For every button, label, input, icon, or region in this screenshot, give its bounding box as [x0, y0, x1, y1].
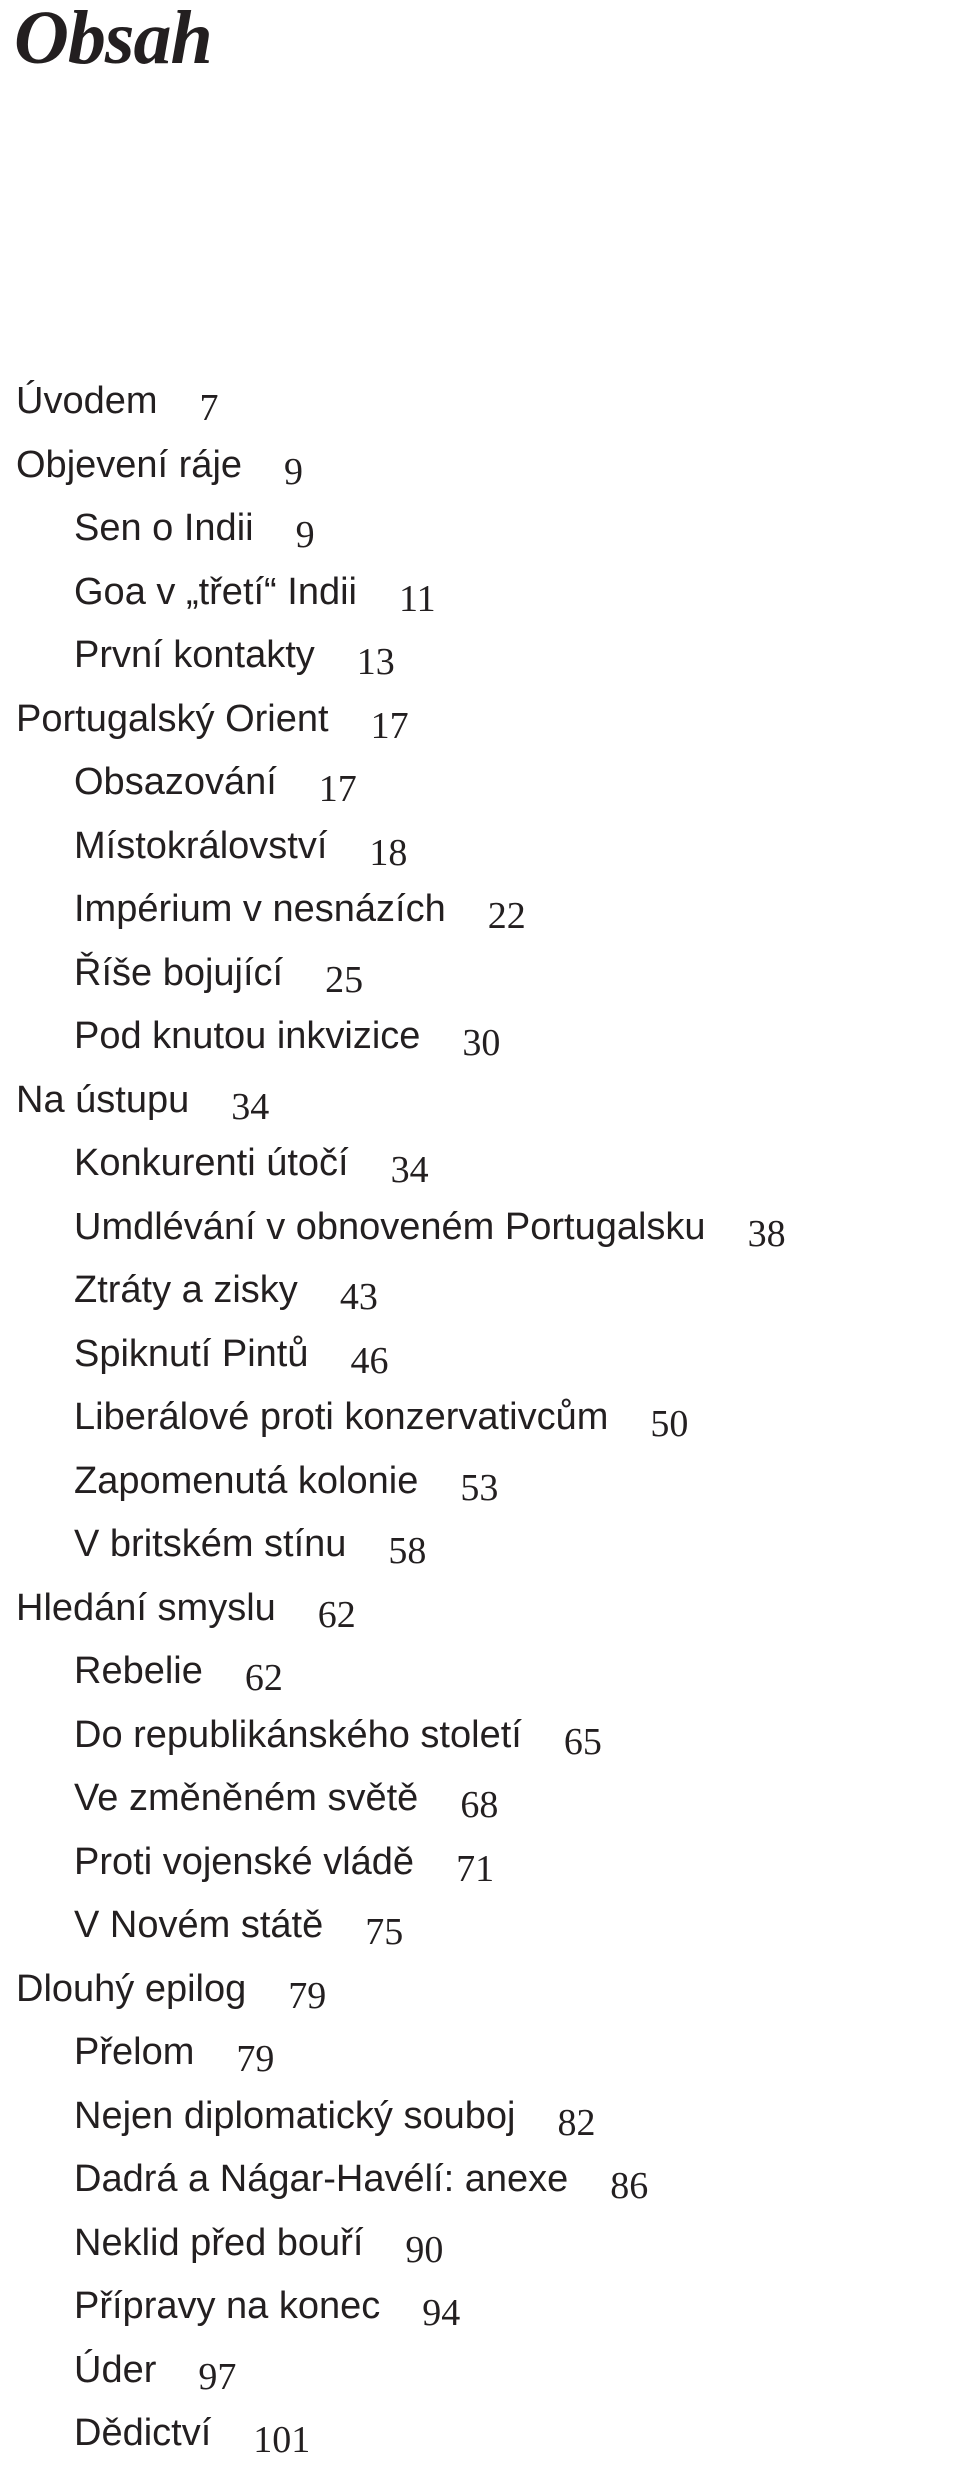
- toc-page-number: 94: [422, 2292, 461, 2334]
- toc-page-number: 38: [747, 1212, 786, 1255]
- toc-entry-label: Nejen diplomatický souboj: [74, 2094, 516, 2137]
- toc-entry-label: Přípravy na konec: [74, 2285, 381, 2327]
- toc-section: [16, 2021, 786, 2085]
- toc-chapter: [16, 434, 786, 498]
- toc-section: [16, 1323, 786, 1387]
- toc-page-number: 46: [350, 1339, 389, 1382]
- toc-page-number: 9: [284, 450, 304, 493]
- toc-section: [16, 878, 786, 942]
- toc-section: [16, 942, 786, 1006]
- toc-section: [16, 1132, 786, 1196]
- toc-section: [16, 1831, 786, 1895]
- toc-section: [16, 561, 786, 625]
- toc-entry-label: Proti vojenské vládě: [74, 1840, 415, 1883]
- toc-entry-label: Ztráty a zisky: [74, 1269, 298, 1311]
- toc-page-number: 97: [198, 2355, 237, 2398]
- toc-entry-label: Pod knutou inkvizice: [74, 1015, 421, 1057]
- toc-section: [16, 497, 786, 561]
- toc-section: [16, 2212, 786, 2276]
- toc-entry-label: Úder: [74, 2348, 157, 2391]
- toc-page-number: 22: [487, 895, 526, 937]
- toc-chapter: [16, 1958, 786, 2022]
- toc-section: [16, 624, 786, 688]
- toc-entry-label: Objevení ráje: [16, 443, 243, 486]
- toc-entry-label: Sen o Indii: [74, 507, 254, 549]
- toc-entry-label: Dědictví: [74, 2412, 212, 2454]
- toc-entry-label: Říše bojující: [74, 951, 284, 994]
- toc-section: [16, 1450, 786, 1514]
- toc-section: [16, 2402, 786, 2466]
- toc-page-number: 7: [199, 387, 219, 429]
- toc-entry-label: V Novém státě: [74, 1904, 324, 1946]
- toc-page-number: 86: [610, 2165, 649, 2207]
- toc-entry-label: Umdlévání v obnoveném Portugalsku: [74, 1205, 706, 1248]
- toc-page-number: 68: [460, 1784, 499, 1826]
- toc-entry-label: Zapomenutá kolonie: [74, 1459, 419, 1502]
- toc-page-number: 65: [563, 1720, 602, 1763]
- toc-section: [16, 2275, 786, 2339]
- toc-section: [16, 1894, 786, 1958]
- toc-page-number: 11: [398, 577, 436, 620]
- toc-chapter: [16, 1069, 786, 1133]
- toc-section: [16, 2085, 786, 2149]
- toc-entry-label: Do republikánského století: [74, 1713, 522, 1756]
- toc-page-number: 90: [405, 2228, 444, 2271]
- toc-section: [16, 2148, 786, 2212]
- table-of-contents: [16, 370, 786, 2466]
- toc-page-number: 34: [231, 1085, 270, 1128]
- toc-page-number: 79: [236, 2038, 275, 2080]
- toc-entry-label: Spiknutí Pintů: [74, 1332, 309, 1375]
- toc-page-number: 13: [356, 641, 395, 683]
- toc-page-number: 25: [325, 958, 364, 1001]
- toc-page-number: 9: [295, 514, 315, 556]
- toc-page-number: 62: [317, 1593, 356, 1636]
- toc-entry-label: Portugalský Orient: [16, 697, 329, 740]
- toc-page-number: 30: [462, 1022, 501, 1064]
- toc-page-number: 62: [244, 1657, 283, 1699]
- toc-chapter: [16, 688, 786, 752]
- toc-section: [16, 1513, 786, 1577]
- toc-page-number: 75: [365, 1911, 404, 1953]
- toc-section: [16, 1005, 786, 1069]
- toc-entry-label: Dlouhý epilog: [16, 1967, 247, 2010]
- toc-page-number: 43: [339, 1276, 378, 1318]
- toc-chapter: [16, 1577, 786, 1641]
- toc-entry-label: Hledání smyslu: [16, 1586, 276, 1629]
- toc-page-number: 18: [369, 831, 408, 874]
- toc-entry-label: Konkurenti útočí: [74, 1142, 349, 1184]
- toc-section: [16, 1196, 786, 1260]
- toc-page-number: 34: [390, 1149, 429, 1191]
- toc-section: [16, 1259, 786, 1323]
- toc-section: [16, 1704, 786, 1768]
- toc-entry-label: Neklid před bouří: [74, 2221, 364, 2264]
- toc-entry-label: Dadrá a Nágar-Havélí: anexe: [74, 2158, 569, 2200]
- toc-section: [16, 1767, 786, 1831]
- toc-section: [16, 1386, 786, 1450]
- toc-entry-label: Impérium v nesnázích: [74, 888, 446, 930]
- page-title: Obsah: [14, 0, 212, 80]
- toc-entry-label: V britském stínu: [74, 1523, 347, 1565]
- toc-page-number: 17: [318, 768, 357, 810]
- toc-entry-label: Místokrálovství: [74, 824, 328, 867]
- toc-page-number: 17: [370, 704, 409, 747]
- toc-section: [16, 815, 786, 879]
- toc-entry-label: Liberálové proti konzervativcům: [74, 1396, 609, 1438]
- toc-entry-label: Goa v „třetí“ Indii: [74, 570, 357, 613]
- toc-page-number: 82: [557, 2101, 596, 2144]
- toc-page-number: 50: [650, 1403, 689, 1445]
- toc-entry-label: První kontakty: [74, 634, 315, 676]
- toc-entry-label: Rebelie: [74, 1650, 203, 1692]
- toc-section: [16, 751, 786, 815]
- toc-entry-label: Na ústupu: [16, 1078, 190, 1121]
- toc-chapter: [16, 370, 786, 434]
- toc-page-number: 58: [388, 1530, 427, 1572]
- toc-page-number: 71: [456, 1847, 495, 1890]
- toc-entry-label: Úvodem: [16, 380, 158, 422]
- toc-entry-label: Přelom: [74, 2031, 195, 2073]
- toc-page-number: 79: [288, 1974, 327, 2017]
- toc-section: [16, 1640, 786, 1704]
- toc-page-number: 53: [460, 1466, 499, 1509]
- toc-section: [16, 2339, 786, 2403]
- toc-entry-label: Obsazování: [74, 761, 277, 803]
- toc-page-number: 101: [253, 2419, 311, 2461]
- toc-entry-label: Ve změněném světě: [74, 1777, 419, 1819]
